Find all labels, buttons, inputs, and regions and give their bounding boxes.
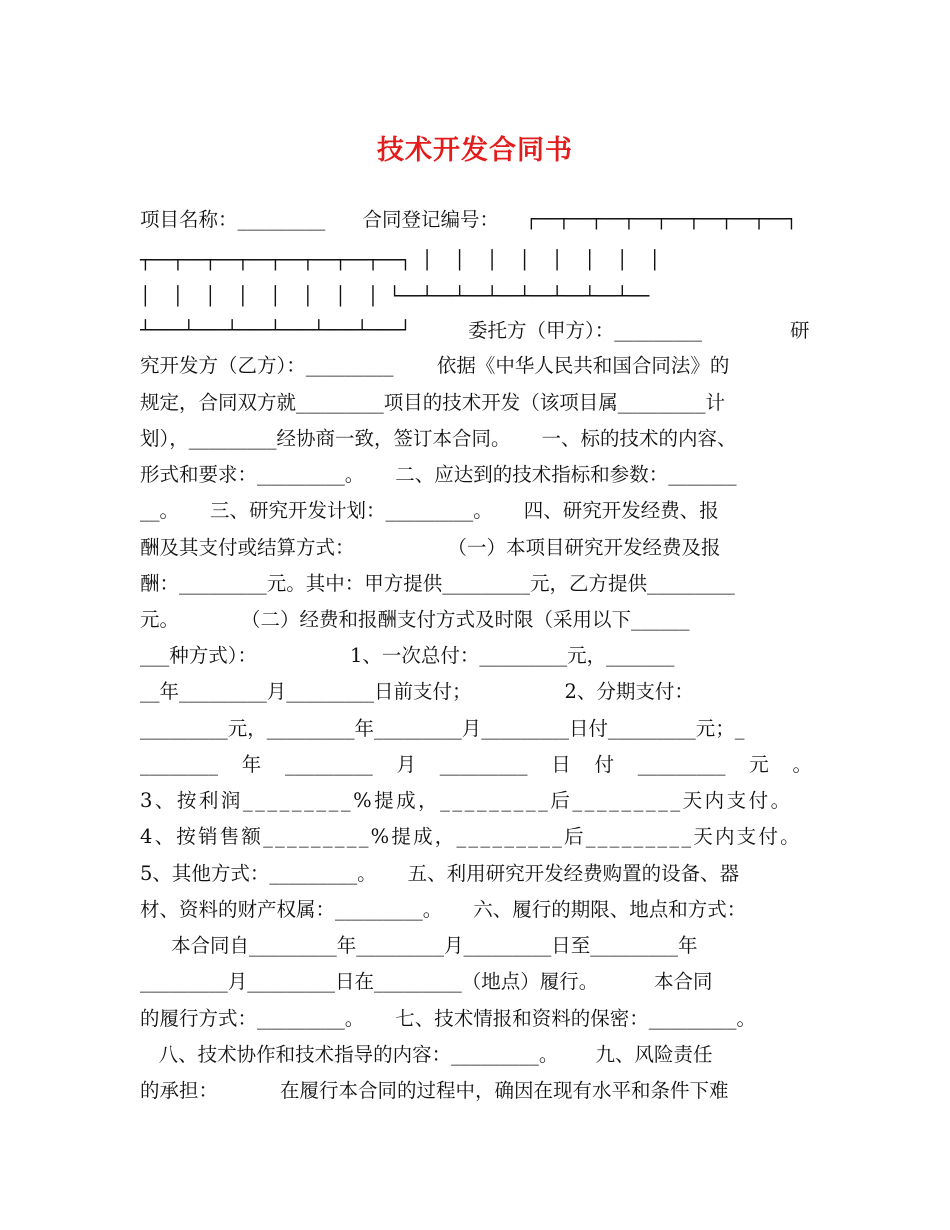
month-label: 月 bbox=[396, 753, 416, 776]
text-line: 研 bbox=[790, 319, 810, 342]
text-line: 形式和要求：_________。 二、应达到的技术指标和参数：_______ bbox=[140, 463, 737, 486]
installment-line bbox=[140, 752, 812, 778]
text-line: 本合同自_________年_________月_________日至_________年 bbox=[140, 934, 698, 957]
text-line: 3、按利润_________%提成，_________后_________天内支付。 bbox=[140, 789, 793, 812]
text-line: _________元，_________年_________月_________日付_________元；_ bbox=[140, 717, 745, 740]
text-line: 材、资料的财产权属：_________。 六、履行的期限、地点和方式： bbox=[140, 898, 747, 921]
period-mark: 。 bbox=[792, 753, 812, 776]
day-label: 日 bbox=[551, 753, 571, 776]
yuan-label: 元 bbox=[749, 753, 769, 776]
text-line: 元。 （二）经费和报酬支付方式及时限（采用以下______ bbox=[140, 608, 690, 631]
registration-number-grid: ┬──┬──┬──┬──┬──┬──┬──┬──┐ │ │ │ │ │ │ │ │ │ │ │ │ │ │ │ │ └──┴──┴──┴──┴──┴──┴──┴── bbox=[140, 250, 661, 307]
text-line: 4、按销售额_________%提成，_________后_________天内支付。 bbox=[140, 825, 802, 848]
text-line: 的履行方式：_________。 七、技术情报和资料的保密：_________。 bbox=[140, 1007, 756, 1030]
blank: _________ bbox=[439, 753, 528, 776]
year-label: 年 bbox=[241, 753, 262, 776]
blank: _________ bbox=[637, 753, 726, 776]
client-party-a: 委托方（甲方）：_________ bbox=[468, 319, 703, 342]
text-line: __年_________月_________日前支付； 2、分期支付： bbox=[140, 680, 694, 703]
text-line: 酬及其支付或结算方式： （一）本项目研究开发经费及报 bbox=[140, 536, 721, 559]
registration-box-bottom: ┴───┴───┴───┴───┴───┴───┘ bbox=[140, 320, 411, 341]
blank: ________ bbox=[140, 753, 218, 776]
text-line: ___种方式）： 1、一次总付：_________元，_______ bbox=[140, 644, 675, 667]
text-line: __。 三、研究开发计划：_________。 四、研究开发经费、报 bbox=[140, 499, 719, 522]
text-line: 的承担： 在履行本合同的过程中，确因在现有水平和条件下难 bbox=[140, 1079, 729, 1102]
text-line: 规定，合同双方就_________项目的技术开发（该项目属_________计 bbox=[140, 391, 726, 414]
document-title: 技术开发合同书 bbox=[377, 135, 573, 166]
pay-label: 付 bbox=[594, 753, 614, 776]
text-line: _________月_________日在_________（地点）履行。 本合同 bbox=[140, 970, 713, 993]
text-line: 5、其他方式：_________。 五、利用研究开发经费购置的设备、器 bbox=[140, 862, 740, 885]
text-line: 酬：_________元。其中：甲方提供_________元，乙方提供_________ bbox=[140, 572, 735, 595]
registration-box-top: ┌──┬──┬──┬──┬──┬──┬──┬──┐ bbox=[526, 209, 797, 230]
blank: _________ bbox=[284, 753, 373, 776]
text-line: 八、技术协作和技术指导的内容：_________。 九、风险责任 bbox=[140, 1043, 713, 1066]
text-line: 项目名称：_________ 合同登记编号： bbox=[140, 208, 499, 231]
text-line: 究开发方（乙方）：_________ 依据《中华人民共和国合同法》的 bbox=[140, 354, 730, 377]
text-line: 划），_________经协商一致，签订本合同。 一、标的技术的内容、 bbox=[140, 427, 737, 450]
